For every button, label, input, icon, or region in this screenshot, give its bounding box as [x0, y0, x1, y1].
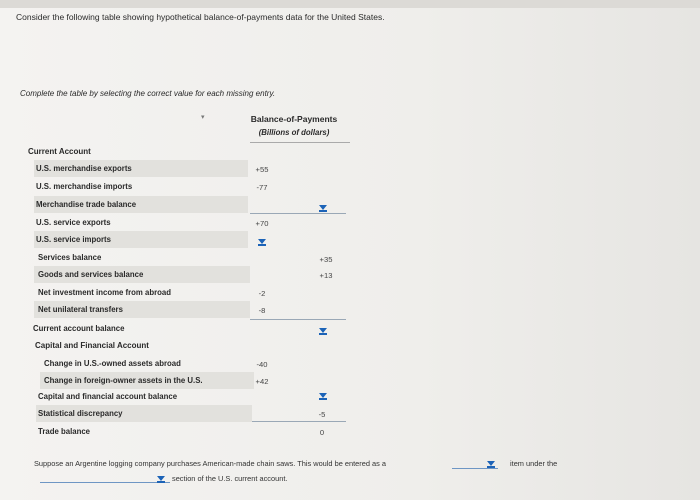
entry-type-underline	[452, 468, 498, 469]
row-services-balance	[34, 249, 250, 266]
column-header-subtitle: (Billions of dollars)	[258, 128, 330, 137]
current-account-balance-dropdown[interactable]	[318, 327, 328, 335]
row-label: U.S. merchandise imports	[36, 182, 133, 191]
row-label: Statistical discrepancy	[38, 409, 123, 418]
value-goods-services-balance: +13	[319, 271, 333, 280]
entry-type-dropdown[interactable]	[486, 460, 496, 468]
row-label: U.S. service exports	[36, 218, 111, 227]
row-label: Change in foreign-owner assets in the U.S.	[44, 376, 203, 385]
transfers-underline	[250, 319, 346, 320]
column-header	[234, 112, 354, 140]
row-us-merch-exports	[34, 160, 248, 177]
value-net-investment-income: -2	[258, 289, 266, 298]
row-us-service-imports	[34, 231, 248, 248]
row-trade-balance	[36, 423, 252, 440]
question-text-part1: Suppose an Argentine logging company purchases American-made chain saws. This would be entered as a	[34, 459, 386, 468]
row-label: U.S. service imports	[36, 235, 111, 244]
column-header-title: Balance-of-Payments	[250, 114, 338, 124]
value-statistical-discrepancy: -5	[318, 410, 326, 419]
value-change-foreign-owned-assets: +42	[255, 377, 269, 386]
header-divider	[250, 142, 350, 143]
top-bar	[0, 0, 700, 8]
row-label: Change in U.S.-owned assets abroad	[44, 359, 181, 368]
section-underline	[40, 482, 170, 483]
value-net-unilateral-transfers: -8	[258, 306, 266, 315]
row-us-merch-imports	[34, 178, 248, 195]
row-label: Trade balance	[38, 427, 91, 436]
question-text-part3: section of the U.S. current account.	[172, 474, 288, 483]
row-change-foreign-owned-assets	[40, 372, 254, 389]
instruction-text: Complete the table by selecting the correct value for each missing entry.	[20, 89, 276, 98]
row-change-us-owned-assets	[40, 355, 254, 372]
row-net-investment-income	[34, 284, 250, 301]
value-us-merch-exports: +55	[255, 165, 269, 174]
intro-text: Consider the following table showing hypothetical balance-of-payments data for the United States.	[16, 12, 385, 22]
row-current-account-balance	[33, 320, 248, 337]
row-label: Goods and services balance	[38, 270, 144, 279]
us-service-imports-dropdown[interactable]	[257, 238, 267, 246]
merch-trade-balance-dropdown[interactable]	[318, 204, 328, 212]
row-label: Services balance	[38, 253, 102, 262]
row-capital-financial-balance	[36, 388, 252, 405]
row-us-service-exports	[34, 214, 248, 231]
row-goods-services-balance	[34, 266, 250, 283]
value-us-merch-imports: -77	[256, 183, 268, 192]
value-trade-balance: 0	[319, 428, 325, 437]
section-dropdown[interactable]	[156, 475, 166, 483]
current-account-heading: Current Account	[28, 147, 91, 156]
row-net-unilateral-transfers	[34, 301, 250, 318]
row-label: Capital and financial account balance	[38, 392, 178, 401]
row-statistical-discrepancy	[36, 405, 252, 422]
value-change-us-owned-assets: -40	[256, 360, 268, 369]
merch-trade-balance-underline	[250, 213, 346, 214]
value-services-balance: +35	[319, 255, 333, 264]
row-label: Net investment income from abroad	[38, 288, 172, 297]
row-label: Net unilateral transfers	[38, 305, 123, 314]
row-merch-trade-balance	[34, 196, 248, 213]
question-text-part2: item under the	[510, 459, 558, 468]
value-us-service-exports: +70	[255, 219, 269, 228]
row-label: Merchandise trade balance	[36, 200, 137, 209]
capital-financial-balance-dropdown[interactable]	[318, 392, 328, 400]
row-label: U.S. merchandise exports	[36, 164, 132, 173]
cursor-icon: ▾	[201, 114, 205, 121]
capital-financial-heading: Capital and Financial Account	[35, 341, 149, 350]
row-label: Current account balance	[33, 324, 125, 333]
discrepancy-underline	[252, 421, 346, 422]
